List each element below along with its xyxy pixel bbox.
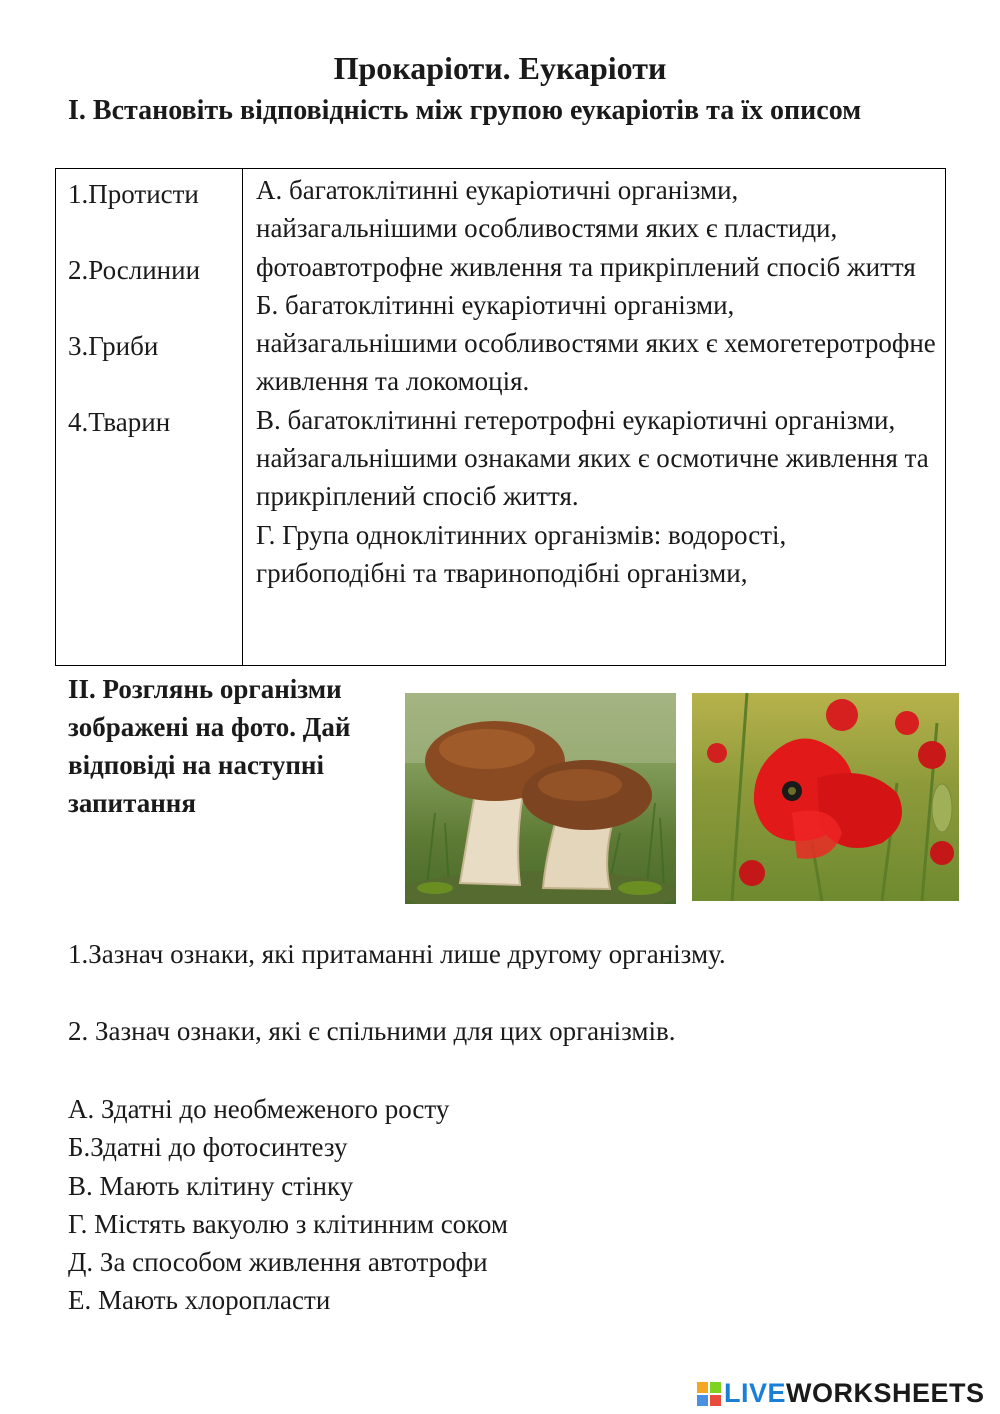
option-g: Г. Містять вакуолю з клітинним соком [68, 1208, 509, 1239]
liveworksheets-logo [696, 1378, 985, 1409]
description-g: Г. Група одноклітинних організмів: водорості, грибоподібні та твариноподібні організми, [256, 519, 787, 588]
description-b: Б. багатоклітинні еукаріотичні організми, найзагальнішими особливостями яких є хемогетеротрофне живлення та локомоція. [256, 289, 936, 397]
option-b: Б.Здатні до фотосинтезу [68, 1132, 348, 1163]
section2-heading: II. Розглянь організми зображені на фото. Дай відповіді на наступні запитання [68, 674, 351, 818]
liveworksheets-logo-icon [696, 1381, 722, 1407]
option-d: Д. За способом живлення автотрофи [68, 1247, 488, 1278]
group-item-protists: 1.Протисти [68, 179, 199, 209]
matching-table [55, 168, 946, 666]
description-v: В. багатоклітинні гетеротрофні еукаріотичні організми, найзагальнішими ознаками яких є осмотичне живлення та прикріплений спосіб життя. [256, 404, 929, 512]
option-a: А. Здатні до необмеженого росту [68, 1094, 450, 1124]
section1-heading: I. Встановіть відповідність між групою еукаріотів та їх описом [68, 95, 862, 126]
option-v: В. Мають клітину стінку [68, 1170, 354, 1201]
question-2: 2. Зазнач ознаки, які є спільними для цих організмів. [68, 1016, 676, 1046]
question-1: 1.Зазнач ознаки, які притаманні лише другому організму. [68, 939, 726, 969]
descriptions-column [256, 169, 940, 666]
mushroom-illustration [405, 693, 676, 904]
answer-options [68, 1090, 508, 1320]
group-item-plants: 2.Рослинии [68, 255, 201, 285]
group-item-animals: 4.Тварин [68, 407, 171, 437]
option-e: Е. Мають хлоропласти [68, 1285, 331, 1316]
logo-live-text: LIVE [724, 1378, 787, 1408]
group-item-fungi: 3.Гриби [68, 331, 159, 361]
groups-column [56, 169, 243, 665]
logo-worksheets-text: WORKSHEETS [786, 1378, 985, 1408]
description-a: А. багатоклітинні еукаріотичні організми, найзагальнішими особливостями яких є пластиди, фотоавтотрофне живлення та прикріплений спосіб життя [256, 175, 916, 282]
poppy-illustration [692, 693, 959, 901]
page-title: Прокаріоти. Еукаріоти [333, 50, 667, 86]
poppy-photo [692, 693, 959, 901]
mushroom-photo [405, 693, 676, 904]
